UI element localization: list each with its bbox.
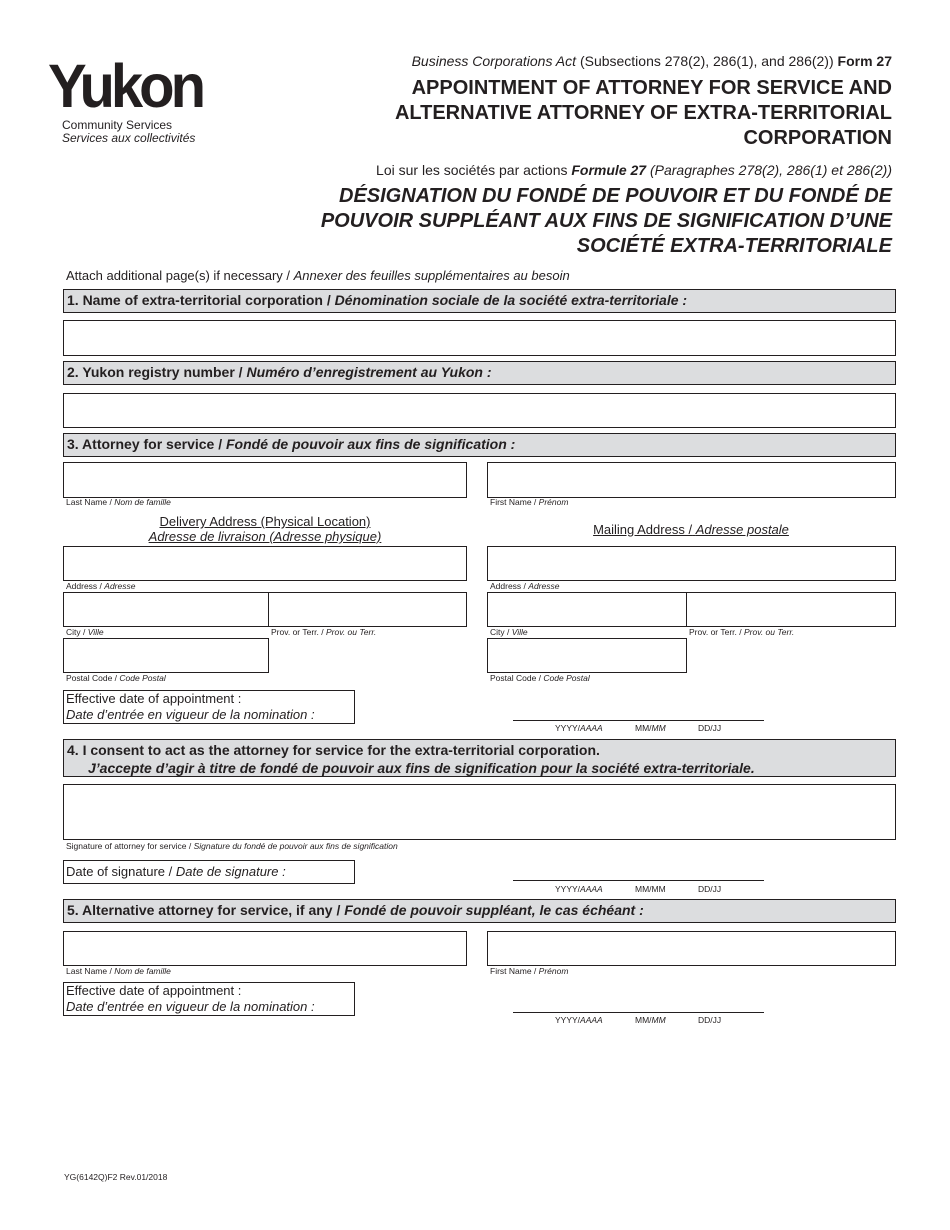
attorney-signature-field[interactable] (63, 784, 896, 840)
delivery-postal-label: Postal Code / Code Postal (66, 673, 166, 683)
section-1-header: 1. Name of extra-territorial corporation / Dénomination sociale de la société extra-territoriale : (63, 289, 896, 313)
alt-attorney-last-name-field[interactable] (63, 931, 467, 966)
delivery-province-field[interactable] (268, 592, 467, 627)
signature-date-line[interactable] (513, 880, 764, 881)
last-name-label: Last Name / Nom de famille (66, 497, 171, 507)
delivery-address-field[interactable] (63, 546, 467, 581)
logo-line-services-collectivites: Services aux collectivités (62, 131, 196, 145)
form-revision-code: YG(6142Q)F2 Rev.01/2018 (64, 1172, 168, 1182)
attach-note: Attach additional page(s) if necessary / Annexer des feuilles supplémentaires au besoin (66, 268, 570, 283)
delivery-city-label: City / Ville (66, 627, 104, 637)
mailing-province-label: Prov. or Terr. / Prov. ou Terr. (689, 627, 795, 637)
mailing-city-label: City / Ville (490, 627, 528, 637)
alt-first-name-label: First Name / Prénom (490, 966, 569, 976)
date-month-label: MM/MM (635, 723, 666, 733)
act-reference-fr: Loi sur les sociétés par actions Formule 27 (Paragraphes 278(2), 286(1) et 286(2)) (376, 162, 892, 178)
effective-date-line[interactable] (513, 720, 764, 721)
delivery-province-label: Prov. or Terr. / Prov. ou Terr. (271, 627, 377, 637)
attorney-first-name-field[interactable] (487, 462, 896, 498)
date-year-label: YYYY/AAAA (555, 723, 603, 733)
alt-date-day-label: DD/JJ (698, 1015, 722, 1025)
alt-date-year-label: YYYY/AAAA (555, 1015, 603, 1025)
section-5-header: 5. Alternative attorney for service, if any / Fondé de pouvoir suppléant, le cas échéant : (63, 899, 896, 923)
mailing-address-field[interactable] (487, 546, 896, 581)
first-name-label: First Name / Prénom (490, 497, 569, 507)
sig-date-day-label: DD/JJ (698, 884, 722, 894)
mailing-city-field[interactable] (487, 592, 687, 627)
delivery-postal-code-field[interactable] (63, 638, 269, 673)
date-of-signature-label-box: Date of signature / Date de signature : (63, 860, 355, 884)
mailing-postal-code-field[interactable] (487, 638, 687, 673)
logo-line-community-services: Community Services (62, 118, 173, 132)
date-day-label: DD/JJ (698, 723, 722, 733)
alt-attorney-first-name-field[interactable] (487, 931, 896, 966)
mailing-postal-label: Postal Code / Code Postal (490, 673, 590, 683)
section-4-header: 4. I consent to act as the attorney for service for the extra-territorial corporation. J’accepte d’agir à titre de fondé de pouvoir aux fins de signification pour la société extra-territoriale. (63, 739, 896, 777)
attorney-last-name-field[interactable] (63, 462, 467, 498)
act-reference-en: Business Corporations Act (Subsections 278(2), 286(1), and 286(2)) Form 27 (411, 53, 892, 69)
section-3-header: 3. Attorney for service / Fondé de pouvoir aux fins de signification : (63, 433, 896, 457)
form-title-fr: DÉSIGNATION DU FONDÉ DE POUVOIR ET DU FONDÉ DE POUVOIR SUPPLÉANT AUX FINS DE SIGNIFICATION D’UNE SOCIÉTÉ EXTRA-TERRITORIALE (320, 185, 892, 257)
delivery-address-heading: Delivery Address (Physical Location) Adresse de livraison (Adresse physique) (148, 514, 382, 544)
form-title-en: APPOINTMENT OF ATTORNEY FOR SERVICE AND ALTERNATIVE ATTORNEY OF EXTRA-TERRITORIAL CORPORATION (394, 77, 892, 149)
corporation-name-field[interactable] (63, 320, 896, 356)
delivery-city-field[interactable] (63, 592, 269, 627)
alt-effective-date-line[interactable] (513, 1012, 764, 1013)
sig-date-month-label: MM/MM (635, 884, 666, 894)
alt-last-name-label: Last Name / Nom de famille (66, 966, 171, 976)
mailing-address-heading: Mailing Address / Adresse postale (593, 522, 789, 537)
signature-label: Signature of attorney for service / Signature du fondé de pouvoir aux fins de signification (66, 841, 398, 851)
mailing-province-field[interactable] (686, 592, 896, 627)
alt-effective-date-label-box: Effective date of appointment : Date d’entrée en vigueur de la nomination : (63, 982, 355, 1016)
sig-date-year-label: YYYY/AAAA (555, 884, 603, 894)
yukon-logo-wordmark: Yukon (48, 52, 203, 121)
delivery-address-label: Address / Adresse (66, 581, 136, 591)
alt-date-month-label: MM/MM (635, 1015, 666, 1025)
mailing-address-label: Address / Adresse (490, 581, 560, 591)
registry-number-field[interactable] (63, 393, 896, 428)
section-2-header: 2. Yukon registry number / Numéro d’enregistrement au Yukon : (63, 361, 896, 385)
effective-date-label-box: Effective date of appointment : Date d’entrée en vigueur de la nomination : (63, 690, 355, 724)
